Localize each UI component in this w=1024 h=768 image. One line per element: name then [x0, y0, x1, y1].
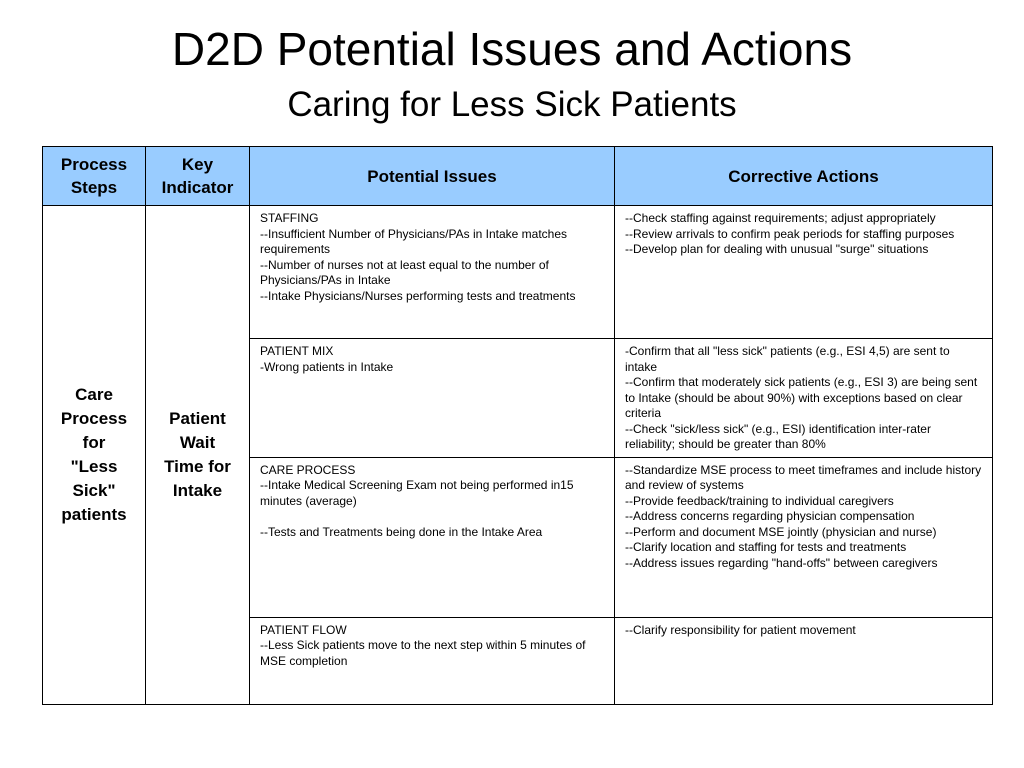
issues-actions-table — [42, 146, 993, 705]
header-potential-issues: Potential Issues — [250, 147, 615, 206]
action-cell-care-process: --Standardize MSE process to meet timeframes and include history and review of systems --Provide feedback/training to individual caregivers --Address concerns regarding physician compensation --Perform and document MSE jointly (physician and nurse) --Clarify location and staffing for tests and treatments --Address issues regarding "hand-offs" between caregivers — [615, 457, 993, 617]
slide-subtitle: Caring for Less Sick Patients — [287, 85, 737, 124]
action-cell-staffing: --Check staffing against requirements; adjust appropriately --Review arrivals to confirm peak periods for staffing purposes --Develop plan for dealing with unusual "surge" situations — [615, 206, 993, 339]
table-row — [43, 206, 993, 339]
action-cell-patient-mix: -Confirm that all "less sick" patients (e.g., ESI 4,5) are sent to intake --Confirm that moderately sick patients (e.g., ESI 3) are being sent to Intake (should be about 90%) with exceptions based on clear criteria --Check "sick/less sick" (e.g., ESI) identification inter-rater reliability; should be greater than 80% — [615, 339, 993, 458]
slide-title: D2D Potential Issues and Actions — [171, 23, 853, 75]
issue-cell-care-process: CARE PROCESS --Intake Medical Screening Exam not being performed in15 minutes (average) --Tests and Treatments being done in the Intake Area — [250, 457, 615, 617]
header-key-indicator: Key Indicator — [146, 147, 250, 206]
process-step-cell: Care Process for "Less Sick" patients — [43, 206, 146, 705]
issue-cell-patient-mix: PATIENT MIX -Wrong patients in Intake — [250, 339, 615, 458]
header-process-steps: Process Steps — [43, 147, 146, 206]
issue-cell-staffing: STAFFING --Insufficient Number of Physicians/PAs in Intake matches requirements --Number of nurses not at least equal to the number of Physicians/PAs in Intake --Intake Physicians/Nurses performing tests and treatments — [250, 206, 615, 339]
key-indicator-cell: Patient Wait Time for Intake — [146, 206, 250, 705]
header-corrective-actions: Corrective Actions — [615, 147, 993, 206]
action-cell-patient-flow: --Clarify responsibility for patient movement — [615, 617, 993, 704]
table-header-row — [43, 147, 993, 206]
issue-cell-patient-flow: PATIENT FLOW --Less Sick patients move to the next step within 5 minutes of MSE completion — [250, 617, 615, 704]
